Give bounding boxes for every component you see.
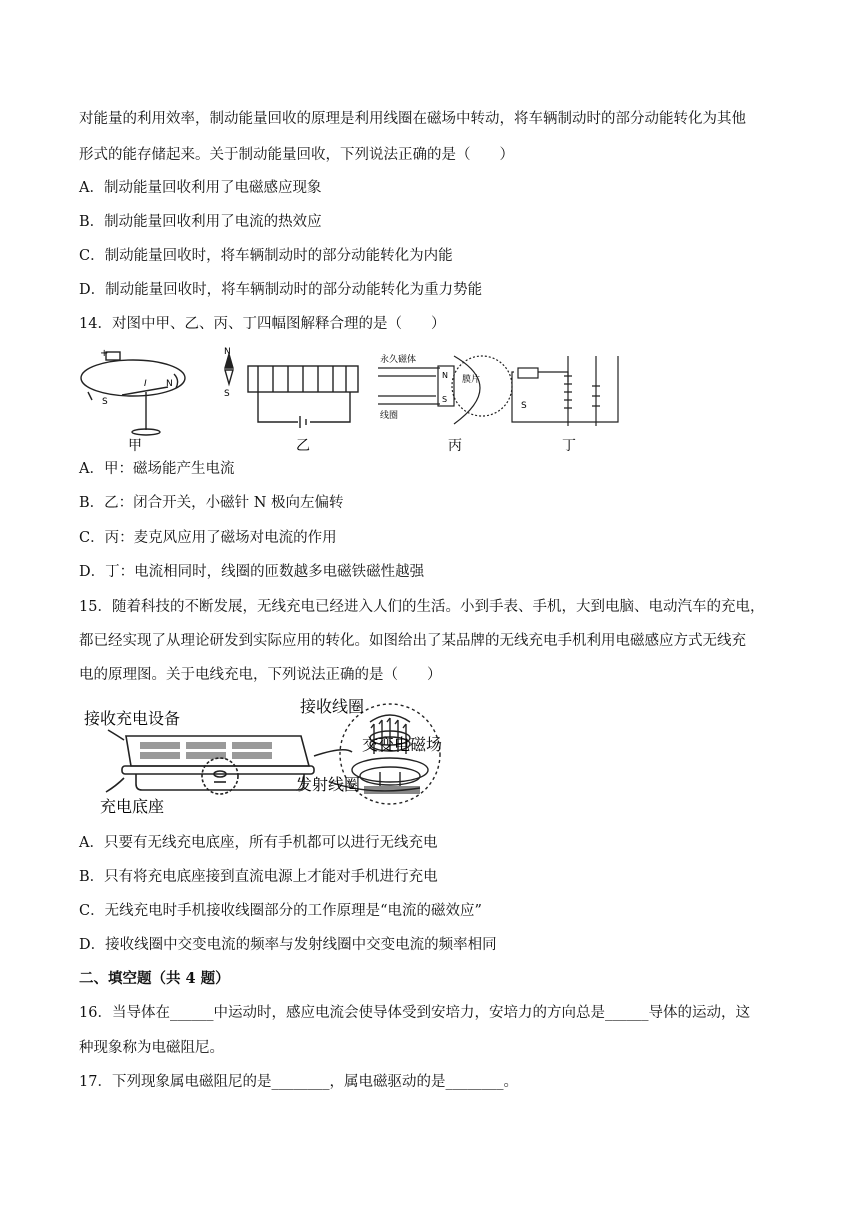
base-label: 充电底座: [100, 797, 165, 816]
bing-n-label: N: [442, 371, 448, 380]
bing-coil-label: 线圈: [380, 411, 399, 421]
q15-stem-line2: 都已经实现了从理论研发到实际应用的转化。如图给出了某品牌的无线充电手机利用电磁感应方式无线充: [79, 633, 746, 649]
caption-ding: 丁: [562, 438, 576, 454]
figure-jia: [81, 352, 185, 435]
caption-yi: 乙: [296, 438, 310, 454]
q14-option-c: C．丙：麦克风应用了磁场对电流的作用: [79, 530, 337, 546]
q13-option-b: B．制动能量回收利用了电流的热效应: [79, 214, 322, 230]
q14-option-d: D．丁：电流相同时，线圈的匝数越多电磁铁磁性越强: [79, 564, 425, 580]
q13-stem-line1: 对能量的利用效率，制动能量回收的原理是利用线圈在磁场中转动，将车辆制动时的部分动能转化为其他: [79, 111, 746, 127]
q14-option-a: A．甲：磁场能产生电流: [79, 461, 235, 477]
figure-bing: [378, 356, 512, 424]
q13-option-a: A．制动能量回收利用了电磁感应现象: [79, 180, 322, 196]
field-label: 交变电磁场: [362, 735, 443, 754]
bing-magnet-label: 永久磁体: [380, 355, 417, 365]
ding-s-label: S: [521, 401, 527, 411]
q13-stem-line2: 形式的能存储起来。关于制动能量回收，下列说法正确的是（ ）: [79, 147, 514, 163]
jia-n-label: N: [166, 379, 173, 389]
q13-option-d: D．制动能量回收时，将车辆制动时的部分动能转化为重力势能: [79, 282, 483, 298]
q15-option-d: D．接收线圈中交变电流的频率与发射线圈中交变电流的频率相同: [79, 937, 497, 953]
transmit-coil-label: 发射线圈: [296, 775, 361, 794]
q15-option-a: A．只要有无线充电底座，所有手机都可以进行无线充电: [79, 835, 438, 851]
receive-coil-label: 接收线圈: [300, 697, 365, 716]
yi-s-label: S: [224, 389, 230, 399]
figure-ding: [512, 356, 618, 426]
q15-stem-line3: 电的原理图。关于电线充电，下列说法正确的是（ ）: [79, 667, 442, 683]
q16-line1: 16．当导体在______中运动时，感应电流会使导体受到安培力，安培力的方向总是______导体的运动，这: [79, 1005, 750, 1021]
device-label: 接收充电设备: [84, 709, 181, 728]
q16-line2: 种现象称为电磁阻尼。: [79, 1040, 224, 1056]
q14-stem: 14．对图中甲、乙、丙、丁四幅图解释合理的是（ ）: [79, 316, 446, 332]
caption-jia: 甲: [128, 438, 142, 454]
q15-figure: [78, 694, 518, 824]
q13-option-c: C．制动能量回收时，将车辆制动时的部分动能转化为内能: [79, 248, 453, 264]
jia-s-label: S: [102, 397, 108, 407]
jia-plus-sign: +: [100, 348, 109, 359]
q17-line1: 17．下列现象属电磁阻尼的是________，属电磁驱动的是________。: [79, 1074, 518, 1090]
q14-option-b: B．乙：闭合开关，小磁针 N 极向左偏转: [79, 495, 344, 511]
q14-figure: [78, 346, 623, 454]
yi-n-label: N: [224, 347, 231, 357]
figure-yi: [225, 354, 358, 428]
bing-s-label: S: [442, 395, 448, 404]
q15-option-c: C．无线充电时手机接收线圈部分的工作原理是“电流的磁效应”: [79, 903, 482, 919]
jia-current-label: I: [144, 379, 147, 389]
q15-stem-line1: 15．随着科技的不断发展，无线充电已经进入人们的生活。小到手表、手机，大到电脑、电动汽车的充电，: [79, 599, 765, 615]
section-title: 二、填空题（共 4 题）: [79, 970, 230, 987]
q15-option-b: B．只有将充电底座接到直流电源上才能对手机进行充电: [79, 869, 438, 885]
caption-bing: 丙: [448, 438, 462, 454]
bing-diaphragm-label: 膜片: [462, 375, 481, 385]
